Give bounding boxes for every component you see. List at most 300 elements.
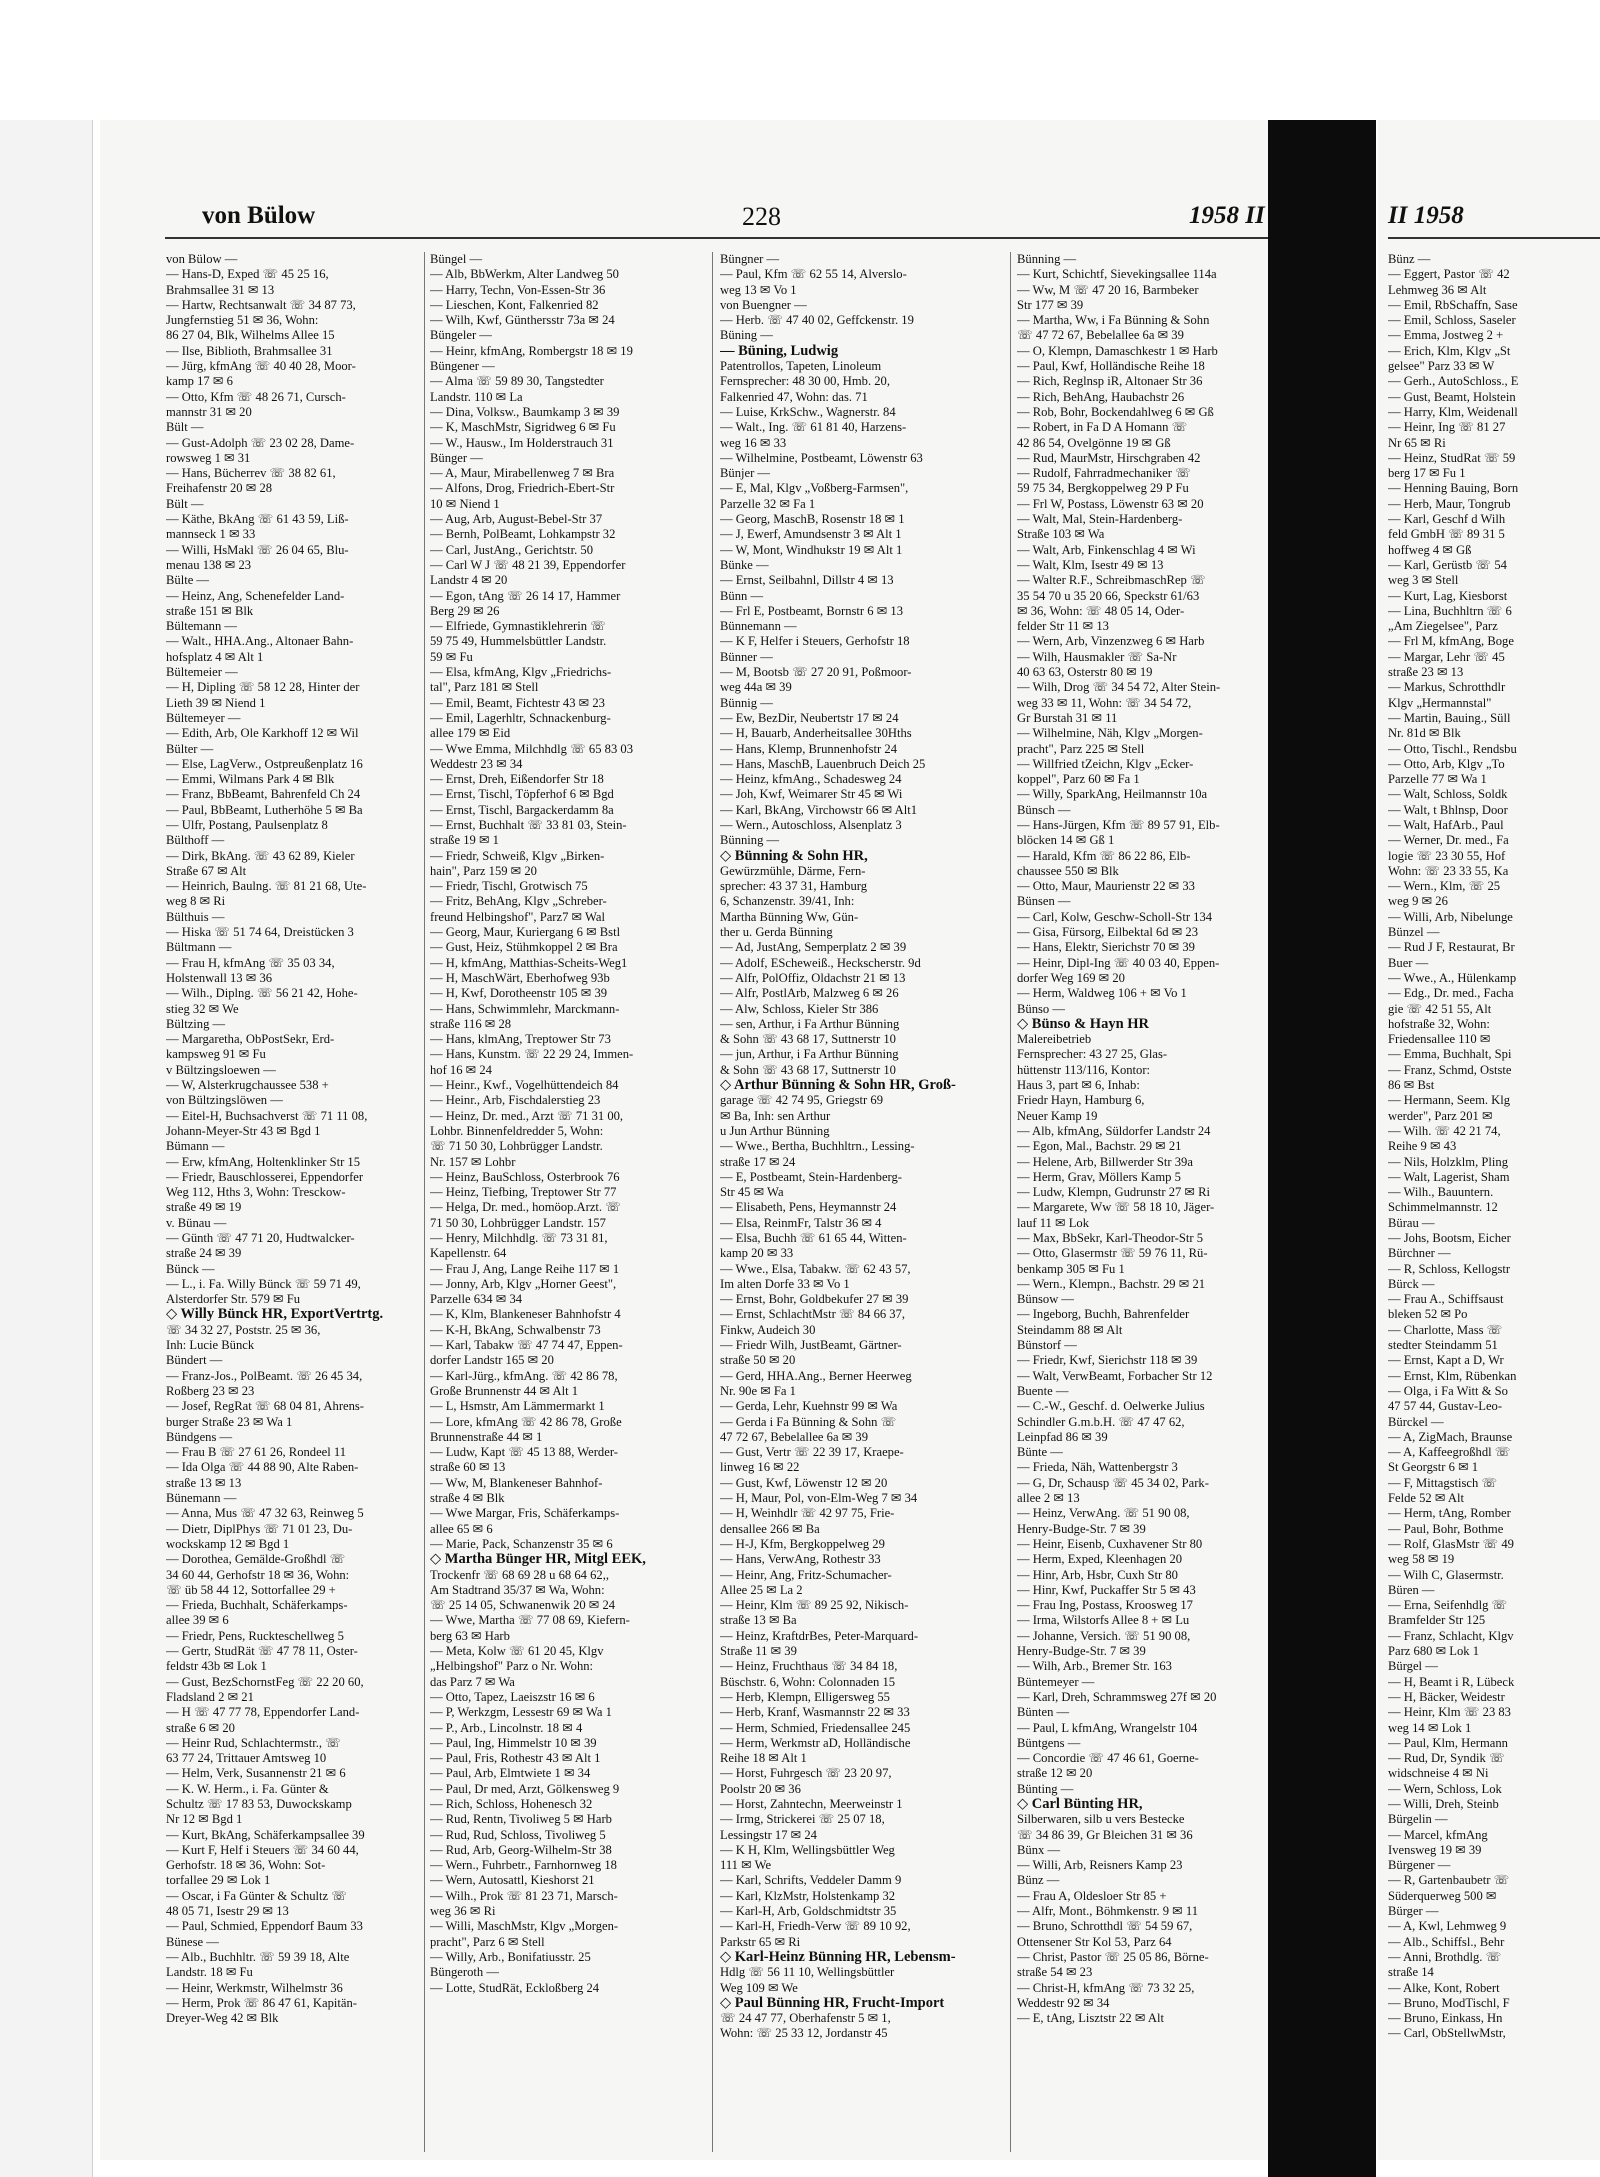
directory-entry-line: — K. W. Herm., i. Fa. Günter & — [166, 1781, 329, 1796]
directory-entry-line: — Egon, Mal., Bachstr. 29 ✉ 21 — [1017, 1139, 1182, 1154]
directory-entry-line: ◇ Bünning & Sohn HR, — [720, 847, 868, 864]
directory-entry-line: — Eggert, Pastor ☏ 42 — [1388, 267, 1510, 282]
directory-entry-line: — Ludw, Klempn, Gudrunstr 27 ✉ Ri — [1017, 1185, 1211, 1200]
directory-entry-line: — Wilhelmine, Näh, Klgv „Morgen- — [1017, 726, 1203, 741]
directory-entry-line: — Edith, Arb, Ole Karkhoff 12 ✉ Wil — [166, 726, 359, 741]
directory-entry-line: — E, Mal, Klgv „Voßberg-Farmsen", — [720, 481, 909, 496]
directory-entry-line: Parzelle 77 ✉ Wa 1 — [1388, 772, 1487, 787]
directory-entry-line: Büren — — [1388, 1582, 1435, 1597]
directory-column-1 — [166, 252, 421, 2152]
directory-column-3 — [720, 252, 975, 2152]
directory-entry-line: 34 60 44, Gerhofstr 18 ✉ 36, Wohn: — [166, 1567, 350, 1582]
directory-entry-line: — Paul, BbBeamt, Lutherhöhe 5 ✉ Ba — [166, 802, 363, 817]
directory-entry-line: Neuer Kamp 19 — [1017, 1108, 1098, 1123]
directory-entry-line: — Herm, tAng, Romber — [1388, 1506, 1511, 1521]
directory-entry-line: Büngeler — — [430, 328, 492, 343]
directory-entry-line: — H, Kwf, Dorotheenstr 105 ✉ 39 — [430, 986, 608, 1001]
directory-entry-line: — Otto, Glasermstr ☏ 59 76 11, Rü- — [1017, 1246, 1208, 1261]
directory-entry-line: — Wwe Emma, Milchhdlg ☏ 65 83 03 — [430, 741, 634, 756]
directory-entry-line: pracht", Parz 225 ✉ Stell — [1017, 741, 1145, 756]
directory-entry-line: Bürgelin — — [1388, 1812, 1448, 1827]
directory-entry-line: — Friedr, Schweiß, Klgv „Birken- — [430, 848, 605, 863]
directory-entry-line: — Ingeborg, Buchh, Bahrenfelder — [1017, 1307, 1190, 1322]
directory-entry-line: — Gerh., AutoSchloss., E — [1388, 374, 1519, 389]
directory-entry-line: — Wwe, Martha ☏ 77 08 69, Kiefern- — [430, 1613, 630, 1628]
directory-entry-line: — Harry, Klm, Weidenall — [1388, 404, 1518, 419]
directory-entry-line: — Käthe, BkAng ☏ 61 43 59, Liß- — [166, 512, 349, 527]
directory-entry-line: — H, MaschWärt, Eberhofweg 93b — [430, 970, 610, 985]
directory-entry-line: koppel", Parz 60 ✉ Fa 1 — [1017, 772, 1140, 787]
directory-entry-line: — Paul, L kfmAng, Wrangelstr 104 — [1017, 1720, 1198, 1735]
directory-entry-line: — Herm, Waldweg 106 + ✉ Vo 1 — [1017, 986, 1187, 1001]
directory-entry-line: ◇ Carl Bünting HR, — [1017, 1795, 1143, 1812]
directory-entry-line: Weg 109 ✉ We — [720, 1980, 798, 1995]
directory-entry-line: — Wilh., Prok ☏ 81 23 71, Marsch- — [430, 1888, 618, 1903]
directory-entry-line: Büning — — [720, 328, 773, 343]
directory-entry-line: — Rud, Rud, Schloss, Tivoliweg 5 — [430, 1827, 606, 1842]
directory-entry-line: Bültemeyer — — [166, 710, 241, 725]
directory-entry-line: — Georg, Maur, Kuriergang 6 ✉ Bstl — [430, 925, 621, 940]
directory-entry-line: — Herb. ☏ 47 40 02, Geffckenstr. 19 — [720, 313, 914, 328]
directory-entry-line: — Willi, Dreh, Steinb — [1388, 1796, 1499, 1811]
directory-entry-line: 47 57 44, Gustav-Leo- — [1388, 1399, 1503, 1414]
directory-entry-line: Bürckel — — [1388, 1414, 1444, 1429]
directory-entry-line: — Luise, KrkSchw., Wagnerstr. 84 — [720, 404, 896, 419]
directory-entry-line: — Frieda, Näh, Wattenbergstr 3 — [1017, 1460, 1178, 1475]
directory-entry-line: Bürgel — — [1388, 1659, 1438, 1674]
directory-entry-line: — Eitel-H, Buchsachverst ☏ 71 11 08, — [166, 1108, 368, 1123]
directory-entry-line: Hdlg ☏ 56 11 10, Wellingsbüttler — [720, 1965, 895, 1980]
directory-entry-line: Bünz — — [1388, 252, 1431, 266]
directory-entry-line: Bünning — — [1017, 252, 1077, 266]
directory-entry-line: — Paul, Schmied, Eppendorf Baum 33 — [166, 1919, 363, 1934]
directory-entry-line: — Otto, Tischl., Rendsbu — [1388, 741, 1517, 756]
directory-entry-line: — Friedr, Kwf, Sierichstr 118 ✉ 39 — [1017, 1353, 1198, 1368]
directory-entry-line: hüttenstr 113/116, Kontor: — [1017, 1062, 1151, 1077]
directory-entry-line: — A, Maur, Mirabellenweg 7 ✉ Bra — [430, 466, 615, 481]
directory-entry-line: Friedr Hayn, Hamburg 6, — [1017, 1093, 1145, 1108]
directory-entry-line: Silberwaren, silb u vers Bestecke — [1017, 1812, 1185, 1827]
directory-entry-line: — Paul, Bohr, Bothme — [1388, 1521, 1504, 1536]
directory-entry-line: Brahmsallee 31 ✉ 13 — [166, 282, 275, 297]
directory-entry-line: — Hans-Jürgen, Kfm ☏ 89 57 91, Elb- — [1017, 817, 1220, 832]
directory-entry-line: — Paul, Arb, Elmtwiete 1 ✉ 34 — [430, 1766, 591, 1781]
directory-entry-line: Landstr. 18 ✉ Fu — [166, 1965, 253, 1980]
directory-entry-line: Roßberg 23 ✉ 23 — [166, 1383, 255, 1398]
directory-entry-line: — Rud J F, Restaurat, Br — [1388, 940, 1515, 955]
directory-entry-line: — K, MaschMstr, Sigridweg 6 ✉ Fu — [430, 420, 616, 435]
directory-entry-line: straße 6 ✉ 20 — [166, 1720, 235, 1735]
directory-entry-line: — Walt, Schloss, Soldk — [1388, 787, 1508, 802]
directory-entry-line: Bünsen — — [1017, 894, 1071, 909]
directory-entry-line: Bülthuis — — [166, 909, 225, 924]
directory-entry-line: Ivensweg 19 ✉ 39 — [1388, 1842, 1482, 1857]
directory-entry-line: kamp 17 ✉ 6 — [166, 374, 233, 389]
directory-entry-line: von Bülow — — [166, 252, 238, 266]
directory-entry-line: — Friedr, Tischl, Grotwisch 75 — [430, 879, 588, 894]
directory-entry-line: — Carl, JustAng., Gerichtstr. 50 — [430, 542, 594, 557]
directory-entry-line: & Sohn ☏ 43 68 17, Suttnerstr 10 — [720, 1062, 896, 1077]
directory-entry-line: — Frau A., Schiffsaust — [1388, 1292, 1504, 1307]
directory-entry-line: Straße 67 ✉ Alt — [166, 863, 247, 878]
directory-entry-line: — Rud, Arb, Georg-Wilhelm-Str 38 — [430, 1842, 612, 1857]
directory-entry-line: dorfer Weg 169 ✉ 20 — [1017, 970, 1125, 985]
directory-entry-line: — Wern., Klempn., Bachstr. 29 ✉ 21 — [1017, 1276, 1206, 1291]
directory-entry-line: — Hans, Elektr, Sierichstr 70 ✉ 39 — [1017, 940, 1195, 955]
directory-entry-line: — Erw, kfmAng, Holtenklinker Str 15 — [166, 1154, 361, 1169]
directory-entry-line: — K F, Helfer i Steuers, Gerhofstr 18 — [720, 634, 910, 649]
directory-entry-line: — Ilse, Biblioth, Brahmsallee 31 — [166, 343, 333, 358]
directory-entry-line: — Herm, Prok ☏ 86 47 61, Kapitän- — [166, 1995, 357, 2010]
directory-entry-line: Bünn — — [720, 588, 764, 603]
directory-entry-line: — Walter R.F., SchreibmaschRep ☏ — [1017, 573, 1206, 588]
directory-entry-line: — Hans, Kunstm. ☏ 22 29 24, Immen- — [430, 1047, 634, 1062]
directory-entry-line: benkamp 305 ✉ Fu 1 — [1017, 1261, 1125, 1276]
directory-entry-line: Falkenried 47, Wohn: das. 71 — [720, 389, 868, 404]
directory-entry-line: — Egon, tAng ☏ 26 14 17, Hammer — [430, 588, 621, 603]
directory-entry-line: — Paul, Klm, Hermann — [1388, 1735, 1508, 1750]
directory-entry-line: straße 54 ✉ 23 — [1017, 1965, 1093, 1980]
directory-entry-line: — Erna, Seifenhdlg ☏ — [1388, 1598, 1508, 1613]
directory-entry-line: Nr. 157 ✉ Lohbr — [430, 1154, 516, 1169]
directory-entry-line: — Margar, Lehr ☏ 45 — [1388, 649, 1505, 664]
directory-entry-line: Allee 25 ✉ La 2 — [720, 1582, 803, 1597]
directory-entry-line: ☏ 34 86 39, Gr Bleichen 31 ✉ 36 — [1017, 1827, 1193, 1842]
directory-entry-line: — Herm, Werkmstr aD, Holländische — [720, 1735, 911, 1750]
directory-entry-line: — Markus, Schrotthdlr — [1388, 680, 1506, 695]
directory-entry-line: Alsterdorfer Str. 579 ✉ Fu — [166, 1292, 301, 1307]
directory-entry-line: — Alma ☏ 59 89 30, Tangstedter — [430, 374, 604, 389]
directory-entry-line: sprecher: 43 37 31, Hamburg — [720, 879, 868, 894]
directory-entry-line: — Willi, MaschMstr, Klgv „Morgen- — [430, 1919, 619, 1934]
directory-entry-line: Bürau — — [1388, 1215, 1435, 1230]
directory-entry-line: — Frau Ing, Postass, Kroosweg 17 — [1017, 1598, 1193, 1613]
directory-entry-line: — Heinz, KraftdrBes, Peter-Marquard- — [720, 1628, 919, 1643]
directory-entry-line: Süderquerweg 500 ✉ — [1388, 1888, 1497, 1903]
directory-entry-line: Landstr 4 ✉ 20 — [430, 573, 508, 588]
directory-entry-line: — Karl, Gerüstb ☏ 54 — [1388, 557, 1507, 572]
directory-entry-line: — Emil, Schloss, Saseler — [1388, 313, 1516, 328]
directory-entry-line: — Dirk, BkAng. ☏ 43 62 89, Kieler — [166, 848, 355, 863]
directory-entry-line: von Buengner — — [720, 297, 807, 312]
directory-entry-line: burger Straße 23 ✉ Wa 1 — [166, 1414, 293, 1429]
directory-entry-line: — Herm, Grav, Möllers Kamp 5 — [1017, 1169, 1181, 1184]
directory-entry-line: — Alb, kfmAng, Süldorfer Landstr 24 — [1017, 1123, 1211, 1138]
directory-entry-line: — Paul, Fris, Rothestr 43 ✉ Alt 1 — [430, 1751, 601, 1766]
directory-entry-line: Büngner — — [720, 252, 780, 266]
directory-entry-line: widschneise 4 ✉ Ni — [1388, 1766, 1489, 1781]
directory-entry-line: — Heinr, Dipl-Ing ☏ 40 03 40, Eppen- — [1017, 955, 1220, 970]
directory-entry-line: — Heinr Rud, Schlachtermstr., ☏ — [166, 1735, 341, 1750]
directory-entry-line: — Christ, Pastor ☏ 25 05 86, Börne- — [1017, 1949, 1209, 1964]
directory-entry-line: — Elsa, Buchh ☏ 61 65 44, Witten- — [720, 1231, 907, 1245]
directory-entry-line: Steindamm 88 ✉ Alt — [1017, 1322, 1123, 1337]
directory-entry-line: — Ernst, Tischl, Bargackerdamm 8a — [430, 802, 614, 817]
directory-entry-line: — L., i. Fa. Willy Bünck ☏ 59 71 49, — [166, 1276, 361, 1291]
directory-entry-line: — Gust, Kwf, Löwenstr 12 ✉ 20 — [720, 1475, 888, 1490]
directory-entry-line: pracht", Parz 6 ✉ Stell — [430, 1934, 545, 1949]
directory-entry-line: Kapellenstr. 64 — [430, 1246, 507, 1261]
directory-entry-line: ◇ Bünso & Hayn HR — [1017, 1015, 1150, 1032]
directory-entry-line: — Friedr, Pens, Ruckteschellweg 5 — [166, 1628, 344, 1643]
directory-entry-line: — Rud, MaurMstr, Hirschgraben 42 — [1017, 450, 1201, 465]
directory-entry-line: straße 24 ✉ 39 — [166, 1246, 242, 1261]
directory-entry-line: straße 12 ✉ 20 — [1017, 1766, 1093, 1781]
directory-entry-line: Nr. 90e ✉ Fa 1 — [720, 1383, 796, 1398]
directory-entry-line: — Ida Olga ☏ 44 88 90, Alte Raben- — [166, 1460, 359, 1475]
directory-entry-line: weg 13 ✉ Vo 1 — [720, 282, 797, 297]
directory-entry-line: — R, Schloss, Kellogstr — [1388, 1261, 1511, 1276]
directory-entry-line: — Christ-H, kfmAng ☏ 73 32 25, — [1017, 1980, 1195, 1995]
directory-entry-line: 71 50 30, Lohbrügger Landstr. 157 — [430, 1215, 606, 1230]
directory-entry-line: — Gust, Heiz, Stühmkoppel 2 ✉ Bra — [430, 940, 618, 955]
directory-entry-line: — Wwe Margar, Fris, Schäferkamps- — [430, 1506, 620, 1521]
directory-entry-line: — Rich, Reglnsp iR, Altonaer Str 36 — [1017, 374, 1203, 389]
directory-entry-line: berg 63 ✉ Harb — [430, 1628, 510, 1643]
directory-entry-line: 86 ✉ Bst — [1388, 1078, 1435, 1093]
directory-entry-line: Jungfernstieg 51 ✉ 36, Wohn: — [166, 313, 319, 328]
directory-entry-line: — Else, LagVerw., Ostpreußenplatz 16 — [166, 756, 363, 771]
directory-entry-line: Bürchner — — [1388, 1246, 1451, 1261]
directory-entry-line: — Hans-D, Exped ☏ 45 25 16, — [166, 267, 329, 282]
directory-entry-line: — Ww, M, Blankeneser Bahnhof- — [430, 1475, 603, 1490]
directory-entry-line: — Dorothea, Gemälde-Großhdl ☏ — [166, 1552, 346, 1567]
directory-column-right — [1388, 252, 1598, 2152]
directory-entry-line: — Hans, Bücherrev ☏ 38 82 61, — [166, 466, 336, 481]
directory-entry-line: ☏ 71 50 30, Lohbrügger Landstr. — [430, 1139, 603, 1154]
directory-entry-line: 47 72 67, Bebelallee 6a ✉ 39 — [720, 1429, 868, 1444]
directory-entry-line: Leinpfad 86 ✉ 39 — [1017, 1429, 1108, 1444]
directory-entry-line: — Walt, Arb, Finkenschlag 4 ✉ Wi — [1017, 542, 1196, 557]
directory-entry-line: Bünsow — — [1017, 1292, 1075, 1307]
directory-entry-line: Bünx — — [1017, 1842, 1061, 1857]
directory-entry-line: ◇ Willy Bünck HR, ExportVertrtg. — [166, 1306, 384, 1323]
directory-entry-line: Reihe 9 ✉ 43 — [1388, 1139, 1457, 1154]
directory-entry-line: — Gisa, Fürsorg, Eilbektal 6d ✉ 23 — [1017, 925, 1199, 940]
directory-entry-line: Poolstr 20 ✉ 36 — [720, 1781, 801, 1796]
directory-entry-line: weg 44a ✉ 39 — [720, 680, 792, 695]
header-rule-right — [1388, 237, 1600, 239]
directory-entry-line: — Henry, Milchhdlg. ☏ 73 31 81, — [430, 1231, 608, 1245]
directory-entry-line: — Ad, JustAng, Semperplatz 2 ✉ 39 — [720, 940, 907, 955]
directory-entry-line: — Wern., Autoschloss, Alsenplatz 3 — [720, 817, 902, 832]
directory-entry-line: — Kurt F, Helf i Steuers ☏ 34 60 44, — [166, 1842, 359, 1857]
directory-entry-line: Bültemann — — [166, 619, 238, 634]
directory-entry-line: — Johanne, Versich. ☏ 51 90 08, — [1017, 1628, 1191, 1643]
directory-entry-line: — Emma, Jostweg 2 + — [1388, 328, 1504, 343]
directory-entry-line: — Hans, Klemp, Brunnenhofstr 24 — [720, 741, 897, 756]
directory-entry-line: — Irma, Wilstorfs Allee 8 + ✉ Lu — [1017, 1613, 1190, 1628]
directory-entry-line: blöcken 14 ✉ Gß 1 — [1017, 833, 1115, 848]
directory-entry-line: — Carl, ObStellwMstr, — [1388, 2026, 1506, 2041]
directory-entry-line: — Walt, Lagerist, Sham — [1388, 1169, 1510, 1184]
directory-entry-line: linweg 16 ✉ 22 — [720, 1460, 800, 1475]
running-head-year-right: II 1958 — [1388, 202, 1464, 229]
directory-entry-line: Büntgens — — [1017, 1735, 1081, 1750]
directory-entry-line: Weddestr 23 ✉ 34 — [430, 756, 523, 771]
directory-entry-line: — Wern, Arb, Vinzenzweg 6 ✉ Harb — [1017, 634, 1205, 649]
directory-entry-line: hof 16 ✉ 24 — [430, 1062, 492, 1077]
directory-entry-line: „Am Ziegelsee", Parz — [1388, 619, 1498, 634]
directory-entry-line: — Werner, Dr. med., Fa — [1388, 833, 1509, 848]
directory-entry-line: — Heinr, Ang, Fritz-Schumacher- — [720, 1567, 892, 1582]
directory-entry-line: straße 50 ✉ 20 — [720, 1353, 796, 1368]
directory-entry-line: Im alten Dorfe 33 ✉ Vo 1 — [720, 1276, 850, 1291]
directory-entry-line: — Henning Bauing, Born — [1388, 481, 1519, 496]
directory-entry-line: — Gerda, Lehr, Kuehnstr 99 ✉ Wa — [720, 1399, 898, 1414]
directory-entry-line: — jun, Arthur, i Fa Arthur Bünning — [720, 1047, 899, 1062]
directory-entry-line: — Jonny, Arb, Klgv „Horner Geest", — [430, 1276, 617, 1291]
directory-column-4 — [1017, 252, 1272, 2152]
directory-entry-line: Bünting — — [1017, 1781, 1074, 1796]
directory-entry-line: — Heinr, Klm ☏ 89 25 92, Nikisch- — [720, 1598, 909, 1613]
directory-entry-line: Wohn: ☏ 23 33 55, Ka — [1388, 863, 1509, 878]
directory-entry-line: feld GmbH ☏ 89 31 5 — [1388, 527, 1505, 542]
directory-entry-line: Holstenwall 13 ✉ 36 — [166, 970, 273, 985]
directory-entry-line: — Karl, Dreh, Schrammsweg 27f ✉ 20 — [1017, 1689, 1217, 1704]
directory-entry-line: — K H, Klm, Wellingsbüttler Weg — [720, 1842, 895, 1857]
directory-entry-line: — C.-W., Geschf. d. Oelwerke Julius — [1017, 1399, 1205, 1414]
directory-entry-line: Str 45 ✉ Wa — [720, 1185, 784, 1200]
directory-entry-line: — Emil, RbSchaffn, Sase — [1388, 297, 1518, 312]
directory-entry-line: Bramfelder Str 125 — [1388, 1613, 1486, 1628]
directory-entry-line: weg 8 ✉ Ri — [166, 894, 226, 909]
directory-entry-line: — Paul, Kfm ☏ 62 55 14, Alverslo- — [720, 267, 907, 282]
directory-entry-line: — Karl-H, Friedh-Verw ☏ 89 10 92, — [720, 1919, 911, 1934]
directory-entry-line: — Alfr, PostlArb, Malzweg 6 ✉ 26 — [720, 986, 899, 1001]
directory-entry-line: — Wilh C, Glasermstr. — [1388, 1567, 1504, 1582]
directory-entry-line: Gr Burstah 31 ✉ 11 — [1017, 710, 1118, 725]
directory-entry-line: — Elsa, ReinmFr, Talstr 36 ✉ 4 — [720, 1215, 882, 1230]
directory-entry-line: — Dina, Volksw., Baumkamp 3 ✉ 39 — [430, 404, 620, 419]
directory-entry-line: 86 27 04, Blk, Wilhelms Allee 15 — [166, 328, 335, 343]
directory-entry-line: — Rich, Schloss, Hohenesch 32 — [430, 1796, 593, 1811]
directory-entry-line: — Rud, Dr, Syndik ☏ — [1388, 1751, 1505, 1766]
directory-page-229 — [1378, 120, 1600, 2160]
directory-entry-line: Bült — — [166, 496, 204, 511]
directory-entry-line: — Heinr, Werkmstr, Wilhelmstr 36 — [166, 1980, 343, 1995]
directory-entry-line: gelsee" Parz 33 ✉ W — [1388, 359, 1495, 374]
directory-entry-line: 35 54 70 u 35 20 66, Speckstr 61/63 — [1017, 588, 1200, 603]
directory-entry-line: Weddestr 92 ✉ 34 — [1017, 1995, 1110, 2010]
directory-entry-line: — Ludw, Kapt ☏ 45 13 88, Werder- — [430, 1445, 618, 1460]
directory-entry-line: allee 65 ✉ 6 — [430, 1521, 493, 1536]
directory-entry-line: 59 75 34, Bergkoppelweg 29 P Fu — [1017, 481, 1189, 496]
directory-entry-line: — Alw, Schloss, Kieler Str 386 — [720, 1001, 879, 1016]
directory-entry-line: torfallee 29 ✉ Lok 1 — [166, 1873, 271, 1888]
directory-entry-line: weg 14 ✉ Lok 1 — [1388, 1720, 1472, 1735]
directory-entry-line: Bündert — — [166, 1353, 223, 1368]
directory-entry-line: — Helm, Verk, Susannenstr 21 ✉ 6 — [166, 1766, 346, 1781]
directory-entry-line: — Frl W, Postass, Löwenstr 63 ✉ 20 — [1017, 496, 1204, 511]
directory-entry-line: Fladsland 2 ✉ 21 — [166, 1689, 254, 1704]
directory-entry-line: — Willi, Arb, Nibelunge — [1388, 909, 1513, 924]
directory-entry-line: straße 60 ✉ 13 — [430, 1460, 506, 1475]
directory-entry-line: — Hans, VerwAng, Rothestr 33 — [720, 1552, 881, 1567]
directory-entry-line: — Karl, Tabakw ☏ 47 74 47, Eppen- — [430, 1338, 623, 1353]
directory-entry-line: — Wilhelmine, Postbeamt, Löwenstr 63 — [720, 450, 923, 465]
directory-entry-line: straße 4 ✉ Blk — [430, 1491, 505, 1506]
running-head-year: 1958 II — [1189, 202, 1265, 229]
directory-entry-line: — A, Kwl, Lehmweg 9 — [1388, 1919, 1507, 1934]
directory-entry-line: ✉ 36, Wohn: ☏ 48 05 14, Oder- — [1017, 603, 1185, 618]
directory-entry-line: — Franz, BbBeamt, Bahrenfeld Ch 24 — [166, 787, 361, 802]
directory-entry-line: — Emmi, Wilmans Park 4 ✉ Blk — [166, 772, 335, 787]
directory-entry-line: — A, Kaffeegroßhdl ☏ — [1388, 1445, 1511, 1460]
directory-entry-line: kampsweg 91 ✉ Fu — [166, 1047, 266, 1062]
directory-entry-line: — Friedr Wilh, JustBeamt, Gärtner- — [720, 1338, 902, 1353]
directory-entry-line: — Walt, Klm, Isestr 49 ✉ 13 — [1017, 557, 1164, 572]
directory-entry-line: rowsweg 1 ✉ 31 — [166, 450, 251, 465]
directory-entry-line: — Carl W J ☏ 48 21 39, Eppendorfer — [430, 557, 626, 572]
directory-entry-line: — Aug, Arb, August-Bebel-Str 37 — [430, 512, 603, 527]
directory-entry-line: — Büning, Ludwig — [720, 342, 839, 359]
directory-entry-line: & Sohn ☏ 43 68 17, Suttnerstr 10 — [720, 1032, 896, 1047]
directory-entry-line: — Josef, RegRat ☏ 68 04 81, Ahrens- — [166, 1399, 364, 1414]
directory-entry-line: — Paul, Ing, Himmelstr 10 ✉ 39 — [430, 1735, 597, 1750]
directory-entry-line: — Hinr, Arb, Hsbr, Cuxh Str 80 — [1017, 1567, 1178, 1582]
directory-entry-line: — Heinz, Ang, Schenefelder Land- — [166, 588, 345, 603]
directory-entry-line: — Wern., Fuhrbetr., Farnhornweg 18 — [430, 1858, 617, 1873]
directory-entry-line: — Anni, Brothdlg. ☏ — [1388, 1949, 1502, 1964]
directory-entry-line: — Heinr, kfmAng, Rombergstr 18 ✉ 19 — [430, 343, 633, 358]
directory-entry-line: — Gust, BezSchornstFeg ☏ 22 20 60, — [166, 1674, 364, 1689]
directory-entry-line: Bürger — — [1388, 1904, 1439, 1919]
directory-entry-line: Parz 680 ✉ Lok 1 — [1388, 1644, 1479, 1659]
directory-entry-line: — K-H, BkAng, Schwalbenstr 73 — [430, 1322, 601, 1337]
directory-entry-line: — Günth ☏ 47 71 20, Hudtwalcker- — [166, 1231, 355, 1245]
directory-entry-line: — Otto, Arb, Klgv „To — [1388, 756, 1505, 771]
directory-entry-line: — Kurt, Lag, Kiesborst — [1388, 588, 1508, 603]
directory-entry-line: — H, kfmAng, Matthias-Scheits-Weg1 — [430, 955, 628, 970]
directory-entry-line: — J, Ewerf, Amundsenstr 3 ✉ Alt 1 — [720, 527, 902, 542]
directory-entry-line: — Wern, Schloss, Lok — [1388, 1781, 1502, 1796]
directory-entry-line: — Willy, Arb., Bonifatiusstr. 25 — [430, 1949, 591, 1964]
directory-entry-line: — Paul, Kwf, Holländische Reihe 18 — [1017, 359, 1205, 374]
directory-entry-line: — Wwe., Bertha, Buchhltrn., Lessing- — [720, 1139, 915, 1154]
directory-entry-line: — Irmg, Strickerei ☏ 25 07 18, — [720, 1812, 885, 1827]
directory-entry-line: v Bültzingsloewen — — [166, 1062, 276, 1077]
directory-entry-line: — Martin, Bauing., Süll — [1388, 710, 1511, 725]
directory-entry-line: — Rob, Bohr, Bockendahlweg 6 ✉ Gß — [1017, 404, 1214, 419]
directory-entry-line: — Ernst, Tischl, Töpferhof 6 ✉ Bgd — [430, 787, 614, 802]
directory-entry-line: — H ☏ 47 77 78, Eppendorfer Land- — [166, 1705, 360, 1720]
directory-entry-line: — Heinr, Ing ☏ 81 27 — [1388, 420, 1506, 435]
directory-entry-line: Lessingstr 17 ✉ 24 — [720, 1827, 817, 1842]
directory-entry-line: Bültemeier — — [166, 665, 238, 680]
directory-entry-line: Friedensallee 110 ✉ — [1388, 1032, 1491, 1047]
directory-entry-line: — Wern., Klm, ☏ 25 — [1388, 879, 1501, 894]
directory-entry-line: — Oscar, i Fa Günter & Schultz ☏ — [166, 1888, 348, 1903]
directory-entry-line: — Olga, i Fa Witt & So — [1388, 1383, 1508, 1398]
directory-entry-line: — H, Maur, Pol, von-Elm-Weg 7 ✉ 34 — [720, 1491, 918, 1506]
directory-entry-line: weg 9 ✉ 26 — [1388, 894, 1448, 909]
directory-entry-line: — Lina, Buchhltrn ☏ 6 — [1388, 603, 1512, 618]
directory-entry-line: — A, ZigMach, Braunse — [1388, 1429, 1513, 1444]
directory-entry-line: Nr 65 ✉ Ri — [1388, 435, 1446, 450]
directory-entry-line: Str 177 ✉ 39 — [1017, 297, 1084, 312]
directory-entry-line: weg 58 ✉ 19 — [1388, 1552, 1455, 1567]
directory-entry-line: stedter Steindamm 51 — [1388, 1338, 1498, 1353]
directory-entry-line: — Gust, Beamt, Holstein — [1388, 389, 1516, 404]
directory-entry-line: Büntemeyer — — [1017, 1674, 1095, 1689]
directory-entry-line: — E, Postbeamt, Stein-Hardenberg- — [720, 1169, 902, 1184]
directory-entry-line: — Marcel, kfmAng — [1388, 1827, 1488, 1842]
directory-entry-line: — Erich, Klm, Klgv „St — [1388, 343, 1511, 358]
directory-entry-line: Schultz ☏ 17 83 53, Duwockskamp — [166, 1796, 352, 1811]
directory-entry-line: — Wilh, Kwf, Günthersstr 73a ✉ 24 — [430, 313, 615, 328]
directory-entry-line: — H, Beamt i R, Lübeck — [1388, 1674, 1515, 1689]
